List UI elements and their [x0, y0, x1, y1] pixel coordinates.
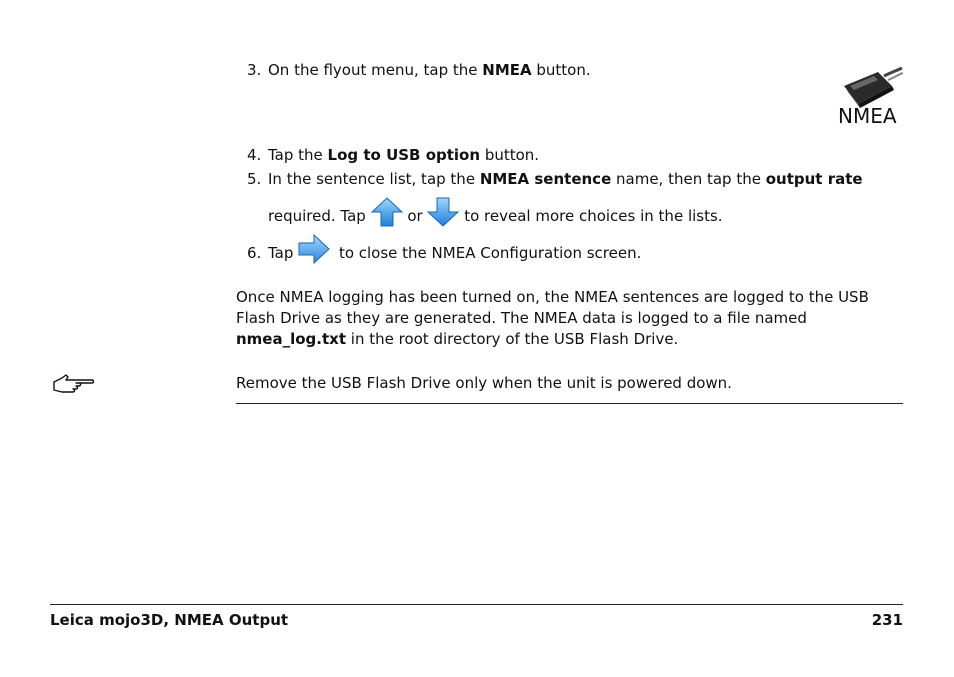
nmea-icon-label: NMEA: [838, 104, 897, 128]
step-bold: output rate: [765, 170, 863, 188]
step-text: In the sentence list, tap the: [268, 170, 480, 188]
step-number: 6.: [247, 244, 262, 262]
step-text: to reveal more choices in the lists.: [459, 207, 723, 225]
step-text: On the flyout menu, tap the: [268, 61, 483, 79]
nmea-usb-icon: [836, 64, 908, 126]
step-text: name, then tap the: [611, 170, 766, 188]
page-number: 231: [871, 611, 903, 629]
step-4: [247, 145, 539, 165]
step-text: to close the NMEA Configuration screen.: [334, 244, 642, 262]
step-5-line-2: [268, 197, 723, 236]
arrow-up-icon: [371, 197, 403, 236]
footer-title: Leica mojo3D, NMEA Output: [50, 611, 289, 629]
body-paragraph: [236, 287, 908, 350]
step-text: Tap: [268, 244, 299, 262]
file-name: nmea_log.txt: [236, 330, 347, 348]
step-6: [247, 234, 641, 273]
paragraph-line: Flash Drive as they are generated. The NMEA data is logged to a file named: [236, 309, 807, 327]
step-3: [247, 60, 591, 80]
step-bold: Log to USB option: [327, 146, 481, 164]
paragraph-text: in the root directory of the USB Flash Drive.: [346, 330, 679, 348]
note-text: Remove the USB Flash Drive only when the unit is powered down.: [236, 374, 732, 392]
step-5: [247, 169, 863, 189]
pointing-hand-icon: [52, 372, 96, 396]
step-bold: NMEA: [482, 61, 532, 79]
step-number: 3.: [247, 61, 262, 79]
step-text: required. Tap: [268, 207, 371, 225]
arrow-down-icon: [427, 197, 459, 236]
paragraph-line: [236, 329, 908, 350]
step-text: or: [402, 207, 428, 225]
step-number: 5.: [247, 170, 262, 188]
note-divider: [236, 403, 903, 404]
footer-divider: [50, 604, 903, 605]
arrow-right-icon: [298, 234, 330, 273]
step-text: Tap the: [268, 146, 328, 164]
step-bold: NMEA sentence: [479, 170, 612, 188]
step-number: 4.: [247, 146, 262, 164]
step-text: button.: [480, 146, 540, 164]
step-text: button.: [531, 61, 591, 79]
paragraph-line: Once NMEA logging has been turned on, the NMEA sentences are logged to the USB: [236, 288, 869, 306]
